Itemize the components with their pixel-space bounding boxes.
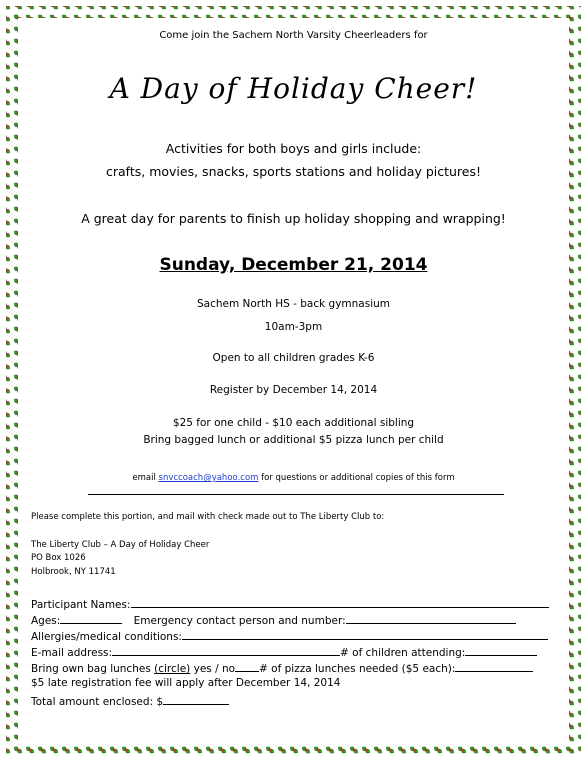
total-row [31, 694, 229, 708]
email-contact [22, 473, 565, 483]
eligibility-text: Open to all children grades K-6 [212, 352, 375, 364]
circle-label: (circle) [154, 663, 191, 675]
allergies-row [31, 629, 548, 643]
emergency-field[interactable] [346, 613, 516, 624]
email-field-label: E-mail address: [31, 647, 113, 659]
fee-text: $25 for one child - $10 each additional sibling [172, 417, 415, 429]
event-time: 10am-3pm [264, 321, 323, 333]
participant-label: Participant Names: [31, 599, 131, 611]
intro-text: Come join the Sachem North Varsity Cheerleaders for [159, 30, 428, 41]
pizza-field[interactable] [455, 661, 533, 672]
ages-field[interactable] [60, 613, 122, 624]
participant-row [31, 597, 549, 611]
children-field[interactable] [465, 645, 537, 656]
activities-heading: Activities for both boys and girls include: [165, 141, 422, 156]
emergency-label: Emergency contact person and number: [133, 615, 346, 627]
activities-list: crafts, movies, snacks, sports stations and holiday pictures! [106, 164, 481, 179]
email-row [31, 645, 537, 659]
event-date: Sunday, December 21, 2014 [159, 255, 428, 275]
email-suffix: for questions or additional copies of this form [261, 473, 455, 483]
participant-field[interactable] [131, 597, 549, 608]
pizza-label: # of pizza lunches needed ($5 each): [259, 663, 456, 675]
event-title: A Day of Holiday Cheer! [109, 72, 478, 105]
allergies-label: Allergies/medical conditions: [31, 631, 182, 643]
lunch-row [31, 661, 533, 675]
lunch-choice-field[interactable] [235, 661, 259, 672]
lunch-yes-no[interactable]: yes / no [193, 663, 236, 675]
ages-label: Ages: [31, 615, 61, 627]
address-line-3: Holbrook, NY 11741 [31, 567, 116, 577]
total-field[interactable] [163, 694, 229, 705]
children-label: # of children attending: [340, 647, 466, 659]
mail-instruction: Please complete this portion, and mail with check made out to The Liberty Club to: [31, 512, 385, 522]
email-prefix: email [132, 473, 156, 483]
register-deadline: Register by December 14, 2014 [209, 384, 378, 396]
lunch-label: Bring own bag lunches [31, 663, 151, 675]
lunch-text: Bring bagged lunch or additional $5 pizza lunch per child [143, 434, 444, 446]
ages-row [31, 613, 516, 627]
allergies-field[interactable] [182, 629, 548, 640]
email-field[interactable] [112, 645, 340, 656]
parents-note: A great day for parents to finish up holiday shopping and wrapping! [81, 211, 506, 226]
late-fee-note: $5 late registration fee will apply after December 14, 2014 [31, 677, 341, 689]
event-location: Sachem North HS - back gymnasium [196, 298, 391, 310]
address-line-2: PO Box 1026 [31, 553, 86, 563]
address-line-1: The Liberty Club – A Day of Holiday Cheer [31, 540, 210, 550]
email-link[interactable]: snvccoach@yahoo.com [158, 473, 259, 483]
total-label: Total amount enclosed: $ [31, 696, 164, 708]
flyer-page [22, 22, 565, 740]
cut-line [88, 494, 504, 495]
